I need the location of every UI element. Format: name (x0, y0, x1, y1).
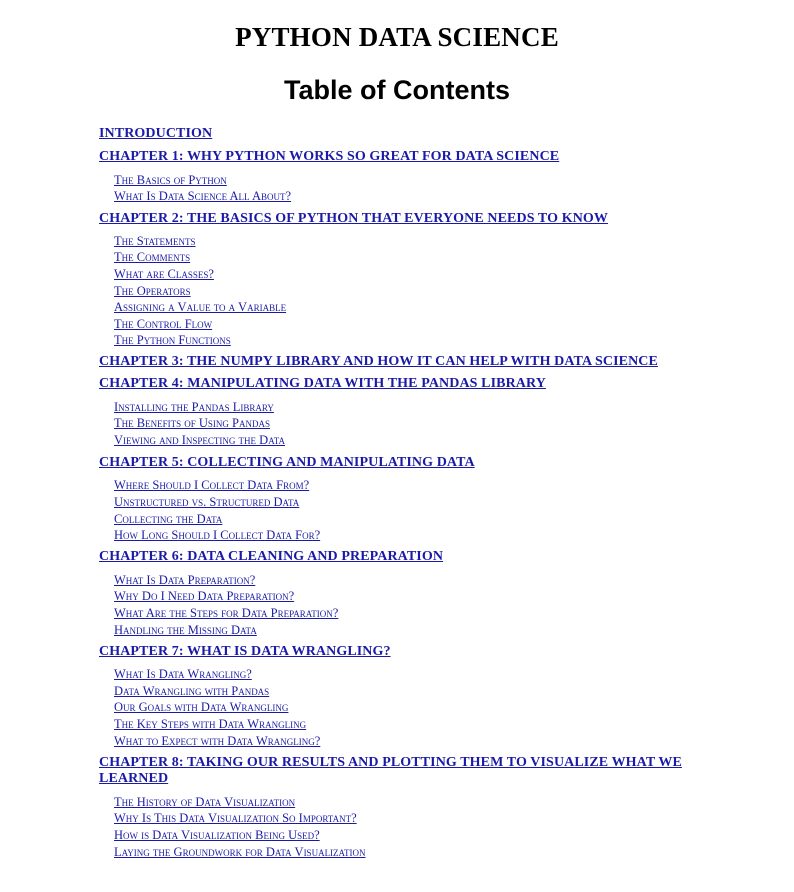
toc-link-chapter-8[interactable]: CHAPTER 8: TAKING OUR RESULTS AND PLOTTING THEM TO VISUALIZE WHAT WE LEARNED (99, 755, 682, 786)
toc-link-section[interactable]: Laying the Groundwork for Data Visualization (114, 845, 366, 859)
toc-link-section[interactable]: How Long Should I Collect Data For? (114, 528, 321, 542)
toc-link-section[interactable]: Our Goals with Data Wrangling (114, 700, 289, 714)
toc-link-chapter-7[interactable]: CHAPTER 7: WHAT IS DATA WRANGLING? (99, 644, 391, 659)
toc-link-section[interactable]: Unstructured vs. Structured Data (114, 495, 300, 509)
toc-link-section[interactable]: What Are the Steps for Data Preparation? (114, 606, 339, 620)
toc-link-section[interactable]: The Operators (114, 284, 191, 298)
toc-link-chapter-3[interactable]: CHAPTER 3: THE NUMPY LIBRARY AND HOW IT CAN HELP WITH DATA SCIENCE (99, 354, 658, 369)
toc-link-section[interactable]: How is Data Visualization Being Used? (114, 828, 320, 842)
toc-link-section[interactable]: The Basics of Python (114, 173, 227, 187)
toc-link-section[interactable]: What Is Data Preparation? (114, 573, 256, 587)
toc-link-section[interactable]: The Benefits of Using Pandas (114, 416, 270, 430)
toc-link-section[interactable]: The Key Steps with Data Wrangling (114, 717, 307, 731)
toc-link-section[interactable]: Collecting the Data (114, 512, 223, 526)
toc-heading: Table of Contents (284, 75, 510, 105)
toc-link-section[interactable]: What Is Data Science All About? (114, 189, 292, 203)
book-title: PYTHON DATA SCIENCE (235, 22, 559, 52)
toc-link-section[interactable]: What Is Data Wrangling? (114, 667, 252, 681)
toc-link-introduction[interactable]: INTRODUCTION (99, 126, 213, 141)
toc-link-section[interactable]: The History of Data Visualization (114, 795, 296, 809)
toc-link-section[interactable]: What to Expect with Data Wrangling? (114, 734, 321, 748)
toc-link-chapter-1[interactable]: CHAPTER 1: WHY PYTHON WORKS SO GREAT FOR DATA SCIENCE (99, 149, 560, 164)
toc-link-section[interactable]: Data Wrangling with Pandas (114, 684, 270, 698)
toc-link-chapter-2[interactable]: CHAPTER 2: THE BASICS OF PYTHON THAT EVERYONE NEEDS TO KNOW (99, 211, 608, 226)
toc-link-section[interactable]: The Comments (114, 250, 191, 264)
toc-link-section[interactable]: Why Is This Data Visualization So Important? (114, 811, 357, 825)
toc-link-section[interactable]: What are Classes? (114, 267, 214, 281)
toc-link-section[interactable]: Viewing and Inspecting the Data (114, 433, 285, 447)
toc-link-section[interactable]: Assigning a Value to a Variable (114, 300, 287, 314)
toc-link-chapter-5[interactable]: CHAPTER 5: COLLECTING AND MANIPULATING DATA (99, 455, 475, 470)
toc-link-chapter-4[interactable]: CHAPTER 4: MANIPULATING DATA WITH THE PANDAS LIBRARY (99, 376, 546, 391)
toc-link-section[interactable]: Why Do I Need Data Preparation? (114, 589, 295, 603)
toc-link-section[interactable]: Handling the Missing Data (114, 623, 257, 637)
toc-link-section[interactable]: The Statements (114, 234, 196, 248)
toc-link-chapter-6[interactable]: CHAPTER 6: DATA CLEANING AND PREPARATION (99, 549, 444, 564)
toc-link-section[interactable]: Where Should I Collect Data From? (114, 478, 310, 492)
toc-link-section[interactable]: The Python Functions (114, 333, 231, 347)
toc-link-section[interactable]: The Control Flow (114, 317, 213, 331)
toc-link-section[interactable]: Installing the Pandas Library (114, 400, 274, 414)
